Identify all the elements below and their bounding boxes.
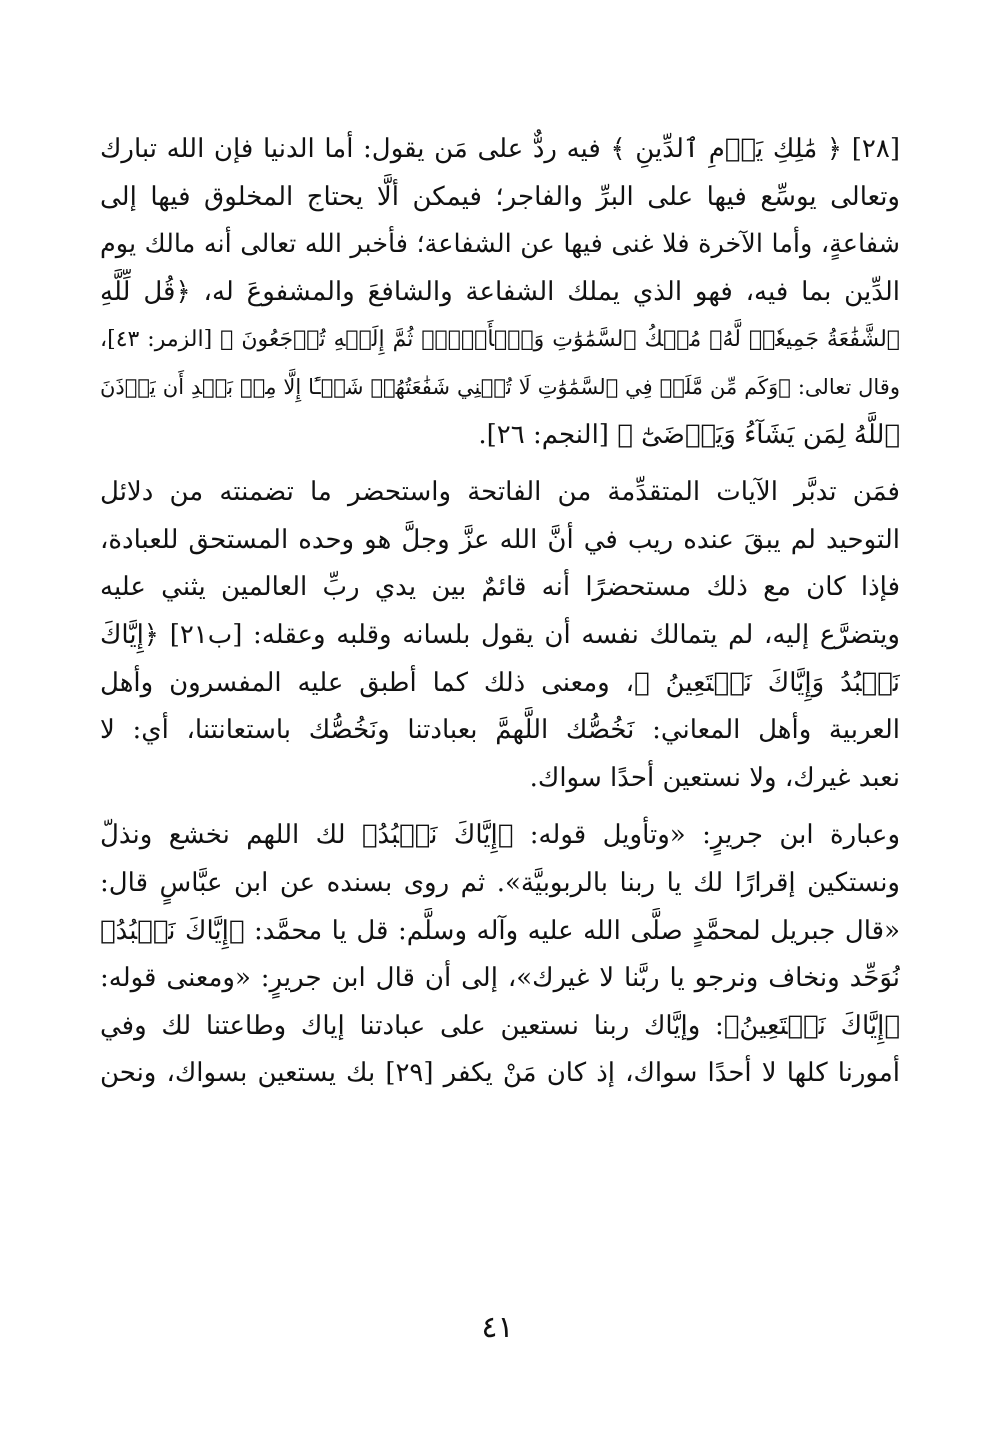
paragraph-gap	[100, 459, 900, 469]
text-line: شفاعةٍ، وأما الآخرة فلا غنى فيها عن الشفاعة؛ فأخبر الله تعالى أنه مالك يوم	[100, 229, 900, 260]
text-line: نُوَحِّد ونخاف ونرجو يا ربَّنا لا غيرك»، إلى أن قال ابن جريرٍ: «ومعنى قوله:	[100, 963, 900, 994]
text-line: ٱلشَّفَٰعَةُ جَمِيعٗاۖ لَّهُۥ مُلۡكُ ٱلسَّمَٰوَٰتِ وَٱلۡأَرۡضِۖ ثُمَّ إِلَيۡهِ تُرۡجَعُونَ ﴾ [الزمر: ٤٣]،	[100, 327, 900, 353]
paragraph-gap	[100, 802, 900, 812]
text-line: ونستكين إقرارًا لك يا ربنا بالربوبيَّة». ثم روى بسنده عن ابن عبَّاسٍ قال:	[100, 867, 900, 898]
text-line: العربية وأهل المعاني: نَخُصُّك اللَّهمَّ بعبادتنا ونَخُصُّك باستعانتنا، أي: لا	[100, 715, 900, 746]
text-line: نَعۡبُدُ وَإِيَّاكَ نَسۡتَعِينُ ﴾، ومعنى ذلك كما أطبق عليه المفسرون وأهل	[100, 667, 900, 698]
text-line: ٱللَّهُ لِمَن يَشَآءُ وَيَرۡضَىٰٓ ﴾ [النجم: ٢٦].	[478, 419, 900, 450]
text-line: أمورنا كلها لا أحدًا سواك، إذ كان مَنْ يكفر [٢٩] بك يستعين بسواك، ونحن	[100, 1058, 900, 1089]
text-line: وتعالى يوسِّع فيها على البرِّ والفاجر؛ فيمكن ألَّا يحتاج المخلوق فيها إلى	[100, 181, 900, 212]
text-line: نعبد غيرك، ولا نستعين أحدًا سواك.	[529, 762, 900, 793]
text-line: «قال جبريل لمحمَّدٍ صلَّى الله عليه وآله وسلَّم: قل يا محمَّد: ﴿إِيَّاكَ نَعۡبُدُ﴾	[100, 915, 900, 946]
text-line: [٢٨] ﴿ مَٰلِكِ يَوۡمِ ٱلدِّينِ ﴾ فيه ردٌّ على مَن يقول: أما الدنيا فإن الله تبارك	[100, 134, 900, 164]
text-line: وعبارة ابن جريرٍ: «وتأويل قوله: ﴿إِيَّاكَ نَعۡبُدُ﴾ لك اللهم نخشع ونذلّ	[100, 820, 900, 851]
paragraph	[100, 126, 900, 459]
page-number: ٤١	[481, 1310, 514, 1345]
text-line: فمَن تدبَّر الآيات المتقدِّمة من الفاتحة واستحضر ما تضمنته من دلائل	[100, 477, 900, 508]
page-body	[100, 126, 900, 1098]
paragraph	[100, 469, 900, 802]
text-line: وقال تعالى: ﴿وَكَم مِّن مَّلَكٖ فِي ٱلسَّمَٰوَٰتِ لَا تُغۡنِي شَفَٰعَتُهُمۡ شَيۡـًٔا إِلَّا مِنۢ بَعۡدِ أَن يَأۡذَنَ	[100, 374, 900, 399]
text-line: ﴿إِيَّاكَ نَسۡتَعِينُ﴾: وإيَّاك ربنا نستعين على عبادتنا إياك وطاعتنا لك وفي	[100, 1010, 900, 1041]
text-line: ويتضرَّع إليه، لم يتمالك نفسه أن يقول بلسانه وقلبه وعقله: [ب٢١] ﴿إِيَّاكَ	[100, 619, 900, 650]
paragraph	[100, 812, 900, 1098]
text-line: الدِّين بما فيه، فهو الذي يملك الشفاعة والشافعَ والمشفوعَ له، ﴿قُل لِّلَّهِ	[100, 276, 900, 307]
text-line: التوحيد لم يبقَ عنده ريب في أنَّ الله عزَّ وجلَّ هو وحده المستحق للعبادة،	[100, 524, 900, 555]
text-line: فإذا كان مع ذلك مستحضرًا أنه قائمٌ بين يدي ربِّ العالمين يثني عليه	[100, 572, 900, 603]
